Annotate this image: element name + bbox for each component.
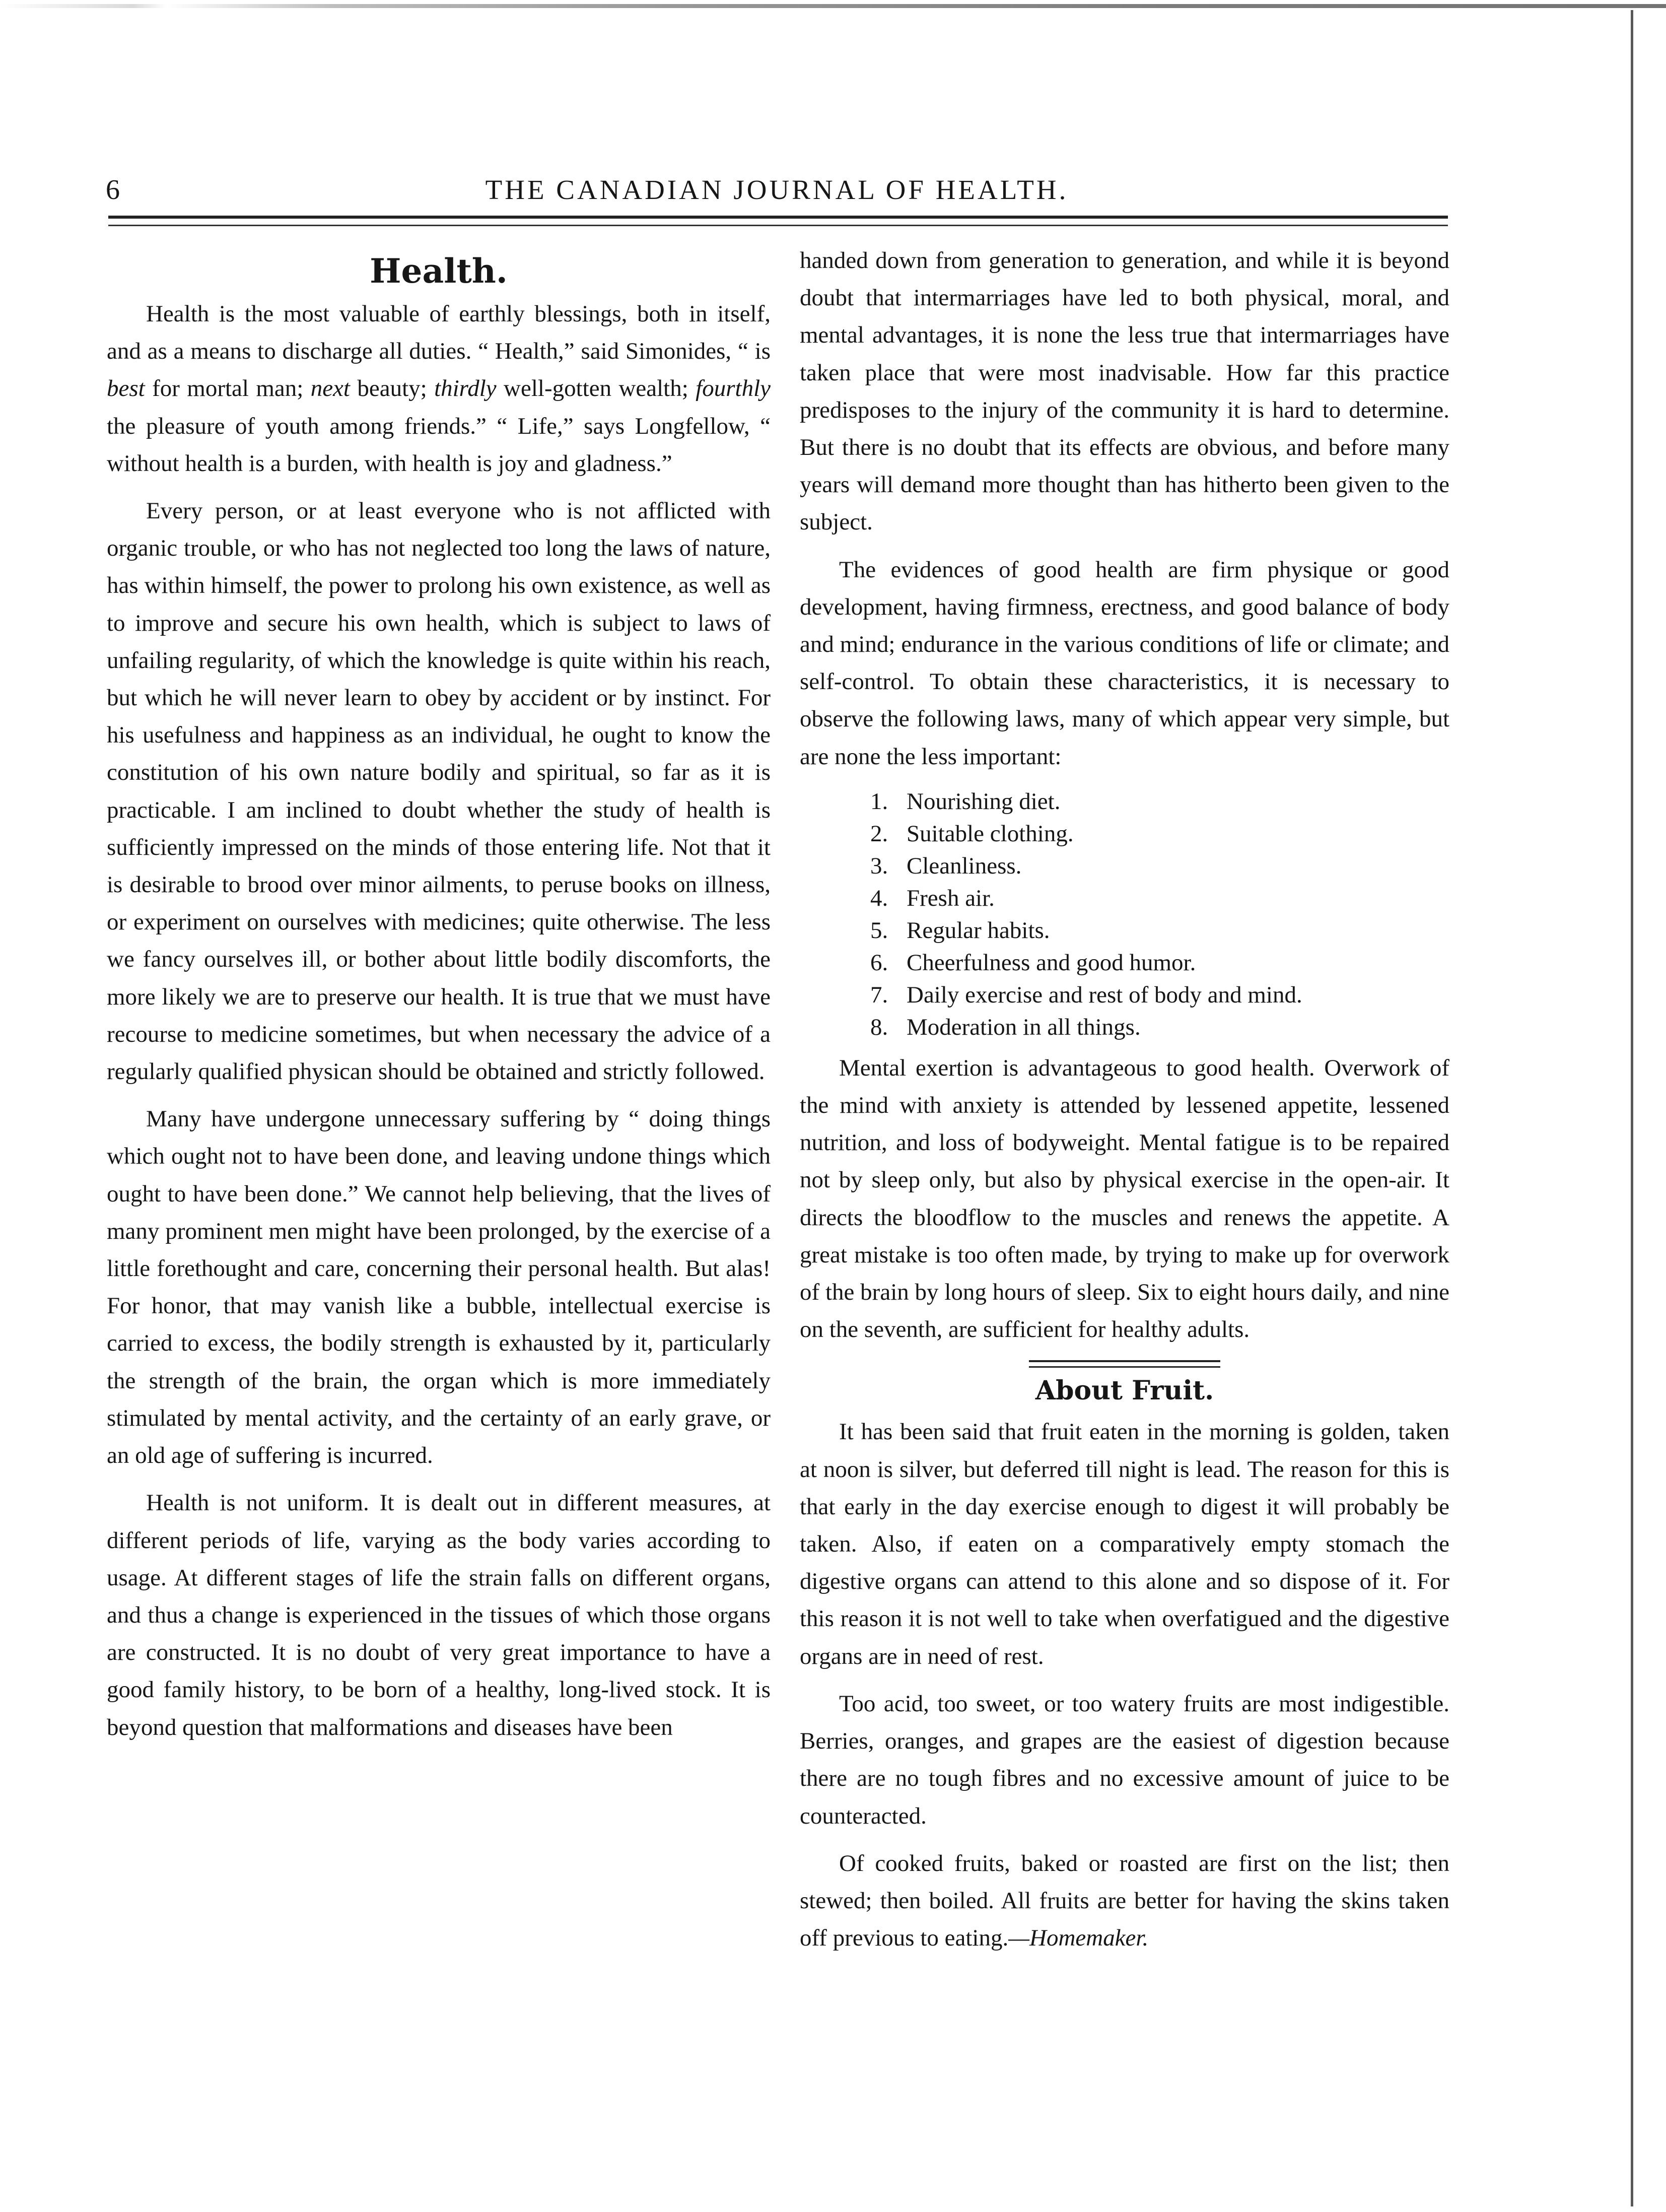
scan-binding-edge <box>1631 10 1638 2206</box>
journal-title: THE CANADIAN JOURNAL OF HEALTH. <box>485 174 1069 205</box>
list-text: Regular habits. <box>907 917 1050 944</box>
list-item <box>870 882 1449 914</box>
list-text: Nourishing diet. <box>907 788 1061 815</box>
health-paragraph-3: Many have undergone unnecessary suffering by “ doing things which ought not to have been done, and leaving undone things which ought to have been done.” We cannot help believing, that the lives of many prominent men might have been prolonged, by the exercise of a little forethought and care, concerning their personal health. But alas! For honor, that may vanish like a bubble, intellectual exercise is carried to excess, the bodily strength is exhausted by it, particularly the strength of the brain, the organ which is more immediately stimulated by mental activity, and the certainty of an early grave, or an old age of suffering is incurred. <box>107 1106 771 1469</box>
left-column <box>107 242 771 1756</box>
health-paragraph-7: Mental exertion is advantageous to good health. Overwork of the mind with anxiety is attended by lessened appetite, lessened nutrition, and loss of bodyweight. Mental fatigue is to be repaired not by sleep only, but also by physical exercise in the open-air. It directs the bloodflow to the muscles and renews the appetite. A great mistake is too often made, by trying to make up for overwork of the brain by long hours of sleep. Six to eight hours daily, and nine on the seventh, are sufficient for healthy adults. <box>800 1054 1449 1343</box>
list-item <box>870 818 1449 850</box>
page-number: 6 <box>106 174 120 206</box>
list-number: 3. <box>870 852 888 879</box>
list-text: Cleanliness. <box>907 852 1022 879</box>
list-number: 7. <box>870 981 888 1008</box>
health-article-title: Health. <box>370 251 508 291</box>
italic-word-fourthly: fourthly <box>696 375 771 402</box>
list-item <box>870 1011 1449 1043</box>
list-number: 2. <box>870 820 888 847</box>
health-laws-list <box>800 785 1449 1043</box>
list-text: Suitable clothing. <box>907 820 1074 847</box>
fruit-paragraph-3 <box>800 1845 1449 1957</box>
list-number: 4. <box>870 885 888 911</box>
list-text: Moderation in all things. <box>907 1014 1141 1040</box>
fruit-article-title: About Fruit. <box>1035 1375 1214 1406</box>
text-run: Of cooked fruits, baked or roasted are first on the list; then stewed; then boiled. All fruits are better for having the skins taken off previous to eating. <box>800 1850 1449 1952</box>
list-number: 8. <box>870 1014 888 1040</box>
right-column <box>800 242 1449 1967</box>
source-credit: —Homemaker. <box>1008 1925 1149 1952</box>
health-paragraph-6: The evidences of good health are firm physique or good development, having firmness, erectness, and good balance of body and mind; endurance in the various conditions of life or climate; and self-control. To obtain these characteristics, it is necessary to observe the following laws, many of which appear very simple, but are none the less important: <box>800 556 1449 770</box>
list-item <box>870 914 1449 947</box>
list-number: 1. <box>870 788 888 815</box>
list-item <box>870 785 1449 818</box>
list-number: 5. <box>870 917 888 944</box>
health-paragraph-1 <box>107 295 771 482</box>
list-text: Cheerfulness and good humor. <box>907 949 1196 976</box>
health-paragraph-4: Health is not uniform. It is dealt out in different measures, at different periods of life, varying as the body varies according to usage. At different stages of life the strain falls on different organs, and thus a change is experienced in the tissues of which those organs are constructed. It is no doubt of very great importance to have a good family history, to be born of a healthy, long-lived stock. It is beyond question that malformations and diseases have been <box>107 1490 771 1740</box>
list-item <box>870 979 1449 1011</box>
running-header <box>106 174 1448 219</box>
health-paragraph-5-continued: handed down from generation to generation, and while it is beyond doubt that intermarriages have led to both physical, moral, and mental advantages, it is none the less true that intermarriages have taken place that were most inadvisable. How far this practice predisposes to the injury of the community it is hard to determine. But there is no doubt that its effects are obvious, and before many years will demand more thought than has hitherto been given to the subject. <box>800 247 1449 535</box>
article-separator <box>1029 1360 1220 1368</box>
list-text: Daily exercise and rest of body and mind. <box>907 981 1302 1008</box>
text-run: beauty; <box>350 375 435 402</box>
header-rule-thin <box>108 225 1448 226</box>
italic-word-best: best <box>107 375 145 402</box>
fruit-paragraph-2: Too acid, too sweet, or too watery fruits are most indigestible. Berries, oranges, and grapes are the easiest of digestion because there are no tough fibres and no excessive amount of juice to be counteracted. <box>800 1690 1449 1829</box>
italic-word-next: next <box>310 375 350 402</box>
list-item <box>870 947 1449 979</box>
scan-top-edge <box>0 4 1666 8</box>
text-run: for mortal man; <box>145 375 311 402</box>
text-run: Health is the most valuable of earthly blessings, both in itself, and as a means to discharge all duties. “ Health,” said Simonides, “ is <box>107 301 771 365</box>
list-number: 6. <box>870 949 888 976</box>
list-text: Fresh air. <box>907 885 995 911</box>
header-rule-thick <box>108 216 1448 219</box>
text-run: the pleasure of youth among friends.” “ Life,” says Longfellow, “ without health is a burden, with health is joy and gladness.” <box>107 413 771 477</box>
fruit-paragraph-1: It has been said that fruit eaten in the morning is golden, taken at noon is silver, but deferred till night is lead. The reason for this is that early in the day exercise enough to digest it will probably be taken. Also, if eaten on a comparatively empty stomach the digestive organs can attend to this alone and so dispose of it. For this reason it is not well to take when overfatigued and the digestive organs are in need of rest. <box>800 1419 1449 1669</box>
list-item <box>870 850 1449 882</box>
health-paragraph-2: Every person, or at least everyone who is not afflicted with organic trouble, or who has not neglected too long the laws of nature, has within himself, the power to prolong his own existence, as well as to improve and secure his own health, which is subject to laws of unfailing regularity, of which the knowledge is quite within his reach, but which he will never learn to obey by accident or by instinct. For his usefulness and happiness as an individual, he ought to know the constitution of his own nature bodily and spiritual, so far as it is practicable. I am inclined to doubt whether the study of health is sufficiently impressed on the minds of those entering life. Not that it is desirable to brood over minor ailments, to peruse books on illness, or experiment on ourselves with medicines; quite otherwise. The less we fancy ourselves ill, or bother about little bodily discomforts, the more likely we are to preserve our health. It is true that we must have recourse to medicine sometimes, but when necessary the advice of a regularly qualified physican should be obtained and strictly followed. <box>107 498 771 1085</box>
italic-word-thirdly: thirdly <box>434 375 497 402</box>
text-run: well-gotten wealth; <box>496 375 696 402</box>
